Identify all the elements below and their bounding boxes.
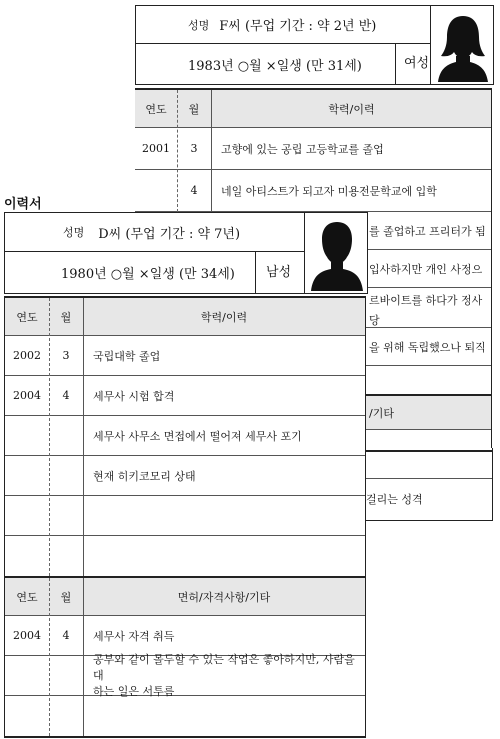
back-resume-header xyxy=(135,5,494,85)
front-birth-value: 1980년 ○월 ×일생 (만 34세) xyxy=(61,267,235,282)
table-row: 입사하지만 개인 사정으 xyxy=(135,250,492,288)
front-col-month: 월 xyxy=(60,310,72,324)
table-row: 2002 3 국립대학 졸업 xyxy=(5,336,365,376)
back-gender: 여성 xyxy=(395,44,429,84)
table-row: 4 네일 아티스트가 되고자 미용전문학교에 입학 xyxy=(135,170,492,212)
doc-title: 이력서 xyxy=(4,193,46,212)
back-birth-row xyxy=(136,44,431,84)
back-lower-rows: 걸리는 성격 xyxy=(360,448,493,521)
table-row: 2001 3 고향에 있는 공립 고등학교를 졸업 xyxy=(135,128,492,170)
table-row: 2004 4 세무사 시험 합격 xyxy=(5,376,365,416)
table-row xyxy=(5,536,365,574)
table-row: 를 졸업하고 프리터가 됨 xyxy=(135,212,492,250)
back-birth-value: 1983년 ○월 ×일생 (만 31세) xyxy=(188,58,362,74)
table-row: 2004 4 세무사 자격 취득 xyxy=(5,616,365,656)
table-row: 을 위해 독립했으나 퇴직 xyxy=(135,328,492,366)
front-history-table xyxy=(4,296,366,578)
table-row: 현재 히키코모리 상태 xyxy=(5,456,365,496)
table-row: 당 xyxy=(135,312,492,328)
front-name-label: 성명 xyxy=(63,226,85,239)
back-col-year: 연도 xyxy=(145,102,167,116)
front-name-row xyxy=(5,213,305,252)
back-table-header xyxy=(135,90,492,128)
table-row xyxy=(5,496,365,536)
front-table2-header: 연도 월 면허/자격사항/기타 xyxy=(5,578,365,616)
back-col-history: 학력/이력 xyxy=(328,102,375,116)
front-col-history: 학력/이력 xyxy=(200,310,248,324)
female-silhouette-icon xyxy=(436,10,490,82)
front-table-header xyxy=(5,298,365,336)
male-silhouette-icon xyxy=(309,217,365,291)
front-resume-header xyxy=(4,212,368,294)
front-gender: 남성 xyxy=(255,252,291,293)
front-name-value: D씨 (무업 기간 : 약 7년) xyxy=(98,226,241,242)
front-col-year: 연도 xyxy=(16,310,38,324)
back-name-row xyxy=(136,6,431,44)
table-row: 르바이트를 하다가 정사 xyxy=(369,294,483,307)
back-table2-header: /기타 xyxy=(135,396,492,430)
table-row: 공부와 같이 몰두할 수 있는 작업은 좋아하지만, 사람을 대 하는 일은 서투름 xyxy=(5,656,365,696)
table-row xyxy=(5,696,365,734)
back-col-month: 월 xyxy=(188,102,200,116)
front-birth-row xyxy=(5,252,305,293)
back-name-label: 성명 xyxy=(188,18,210,32)
table-row: 세무사 사무소 면접에서 떨어져 세무사 포기 xyxy=(5,416,365,456)
front-license-table xyxy=(4,576,366,738)
back-name-value: F씨 (무업 기간 : 약 2년 반) xyxy=(219,19,377,34)
